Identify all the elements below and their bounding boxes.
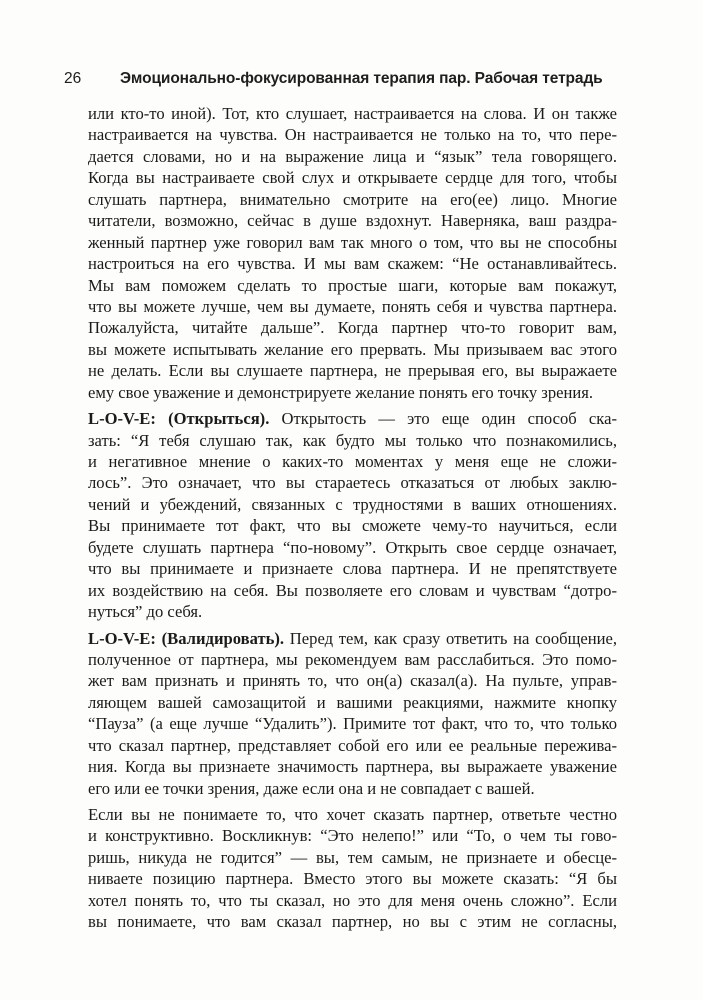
text-line: настраивается на чувства. Он настраивается не только на то, что пере- [88, 125, 617, 145]
text-line: вы можете испытывать желание его прервать. Мы призываем вас этого [88, 339, 617, 359]
paragraph-lead-open: L-O-V-E: (Открыться). [88, 409, 270, 429]
text-line-with-lead [88, 408, 617, 429]
book-title: Эмоционально-фокусированная терапия пар. Рабочая тетрадь [120, 70, 603, 87]
text-line: читатели, возможно, сейчас в душе вздохнут. Наверняка, ваш раздра- [88, 211, 617, 231]
text-line: полученное от партнера, мы рекомендуем вам расслабиться. Это помо- [88, 649, 617, 669]
text-line: слушать партнера, внимательно смотрите на его(ее) лицо. Многие [88, 189, 617, 209]
page-number: 26 [64, 70, 82, 87]
text-line: “Пауза” (а еще лучше “Удалить”). Примите тот факт, что то, что только [88, 714, 617, 734]
text-line: ришь, никуда не годится” — вы, тем самым, не признаете и обесце- [88, 847, 617, 867]
text-line: вы понимаете, что вам сказал партнер, но вы с этим не согласны, [88, 912, 617, 932]
text-line-rest: Перед тем, как сразу ответить на сообщение, [284, 628, 617, 648]
text-line: ниваете позицию партнера. Вместо этого вы можете сказать: “Я бы [88, 869, 617, 889]
text-line: что вы можете лучше, чем вы думаете, понять себя и чувства партнера. [88, 296, 617, 316]
text-line: лось”. Это означает, что вы стараетесь отказаться от любых заклю- [88, 473, 617, 493]
text-line: и негативное мнение о каких-то моментах у меня еще не сложи- [88, 452, 617, 471]
paragraph-lead-validate: L-O-V-E: (Валидировать). [88, 628, 285, 648]
text-line: дается словами, но и на выражение лица и “язык” тела говорящего. [88, 146, 617, 166]
text-line: что сказал партнер, представляет собой его или ее реальные пережива- [88, 735, 617, 755]
text-line: Пожалуйста, читайте дальше”. Когда партнер что-то говорит вам, [88, 318, 617, 338]
text-line: их воздействию на себя. Вы позволяете его словам и чувствам “дотро- [88, 580, 617, 600]
running-header [64, 70, 624, 92]
text-line: ему свое уважение и демонстрируете желание понять его точку зрения. [88, 382, 594, 402]
body-text [88, 103, 617, 938]
text-line: его или ее точки зрения, даже если она и не совпадает с вашей. [88, 778, 535, 798]
paragraph-validate [88, 628, 617, 800]
text-line: зать: “Я тебя слушаю так, как будто мы только что познакомились, [88, 430, 617, 450]
text-line: чений и убеждений, связанных с трудностями в ваших отношениях. [88, 494, 617, 514]
paragraph-honest-response [88, 804, 617, 933]
text-line-with-lead [88, 628, 617, 649]
text-line: будете слушать партнера “по-новому”. Открыть свое сердце означает, [88, 537, 617, 557]
text-line: женный партнер уже говорил вам так много о том, что вы не способны [88, 232, 617, 252]
text-line: жет вам признать и принять то, что он(а) сказал(а). На пульте, управ- [88, 671, 617, 691]
text-line: что вы принимаете и признаете слова партнера. И не препятствуете [88, 559, 617, 579]
text-line: настроиться на его чувства. И мы вам скажем: “Не останавливайтесь. [88, 254, 617, 274]
paragraph-open [88, 408, 617, 622]
text-line: хотел понять то, что ты сказал, но это для меня очень сложно”. Если [88, 890, 617, 910]
text-line: или кто-то иной). Тот, кто слушает, настраивается на слова. И он также [88, 104, 617, 123]
text-line: Если вы не понимаете то, что хочет сказать партнер, ответьте честно [88, 805, 617, 824]
text-line: ния. Когда вы признаете значимость партнера, вы выражаете уважение [88, 757, 617, 777]
text-line: ляющем вашей самозащитой и вашими реакциями, нажмите кнопку [88, 692, 617, 712]
text-line: Вы принимаете тот факт, что вы сможете чему-то научиться, если [88, 516, 617, 536]
text-line-rest: Открытость — это еще один способ ска- [269, 409, 617, 429]
text-line: и конструктивно. Воскликнув: “Это нелепо!” или “То, о чем ты гово- [88, 826, 617, 846]
text-line: не делать. Если вы слушаете партнера, не прерывая его, вы выражаете [88, 361, 617, 381]
text-line: Мы вам поможем сделать то простые шаги, которые вам покажут, [88, 275, 617, 295]
text-line: нуться” до себя. [88, 602, 203, 622]
text-line: Когда вы настраиваете свой слух и открываете сердце для того, чтобы [88, 168, 617, 188]
paragraph-intro [88, 103, 617, 403]
